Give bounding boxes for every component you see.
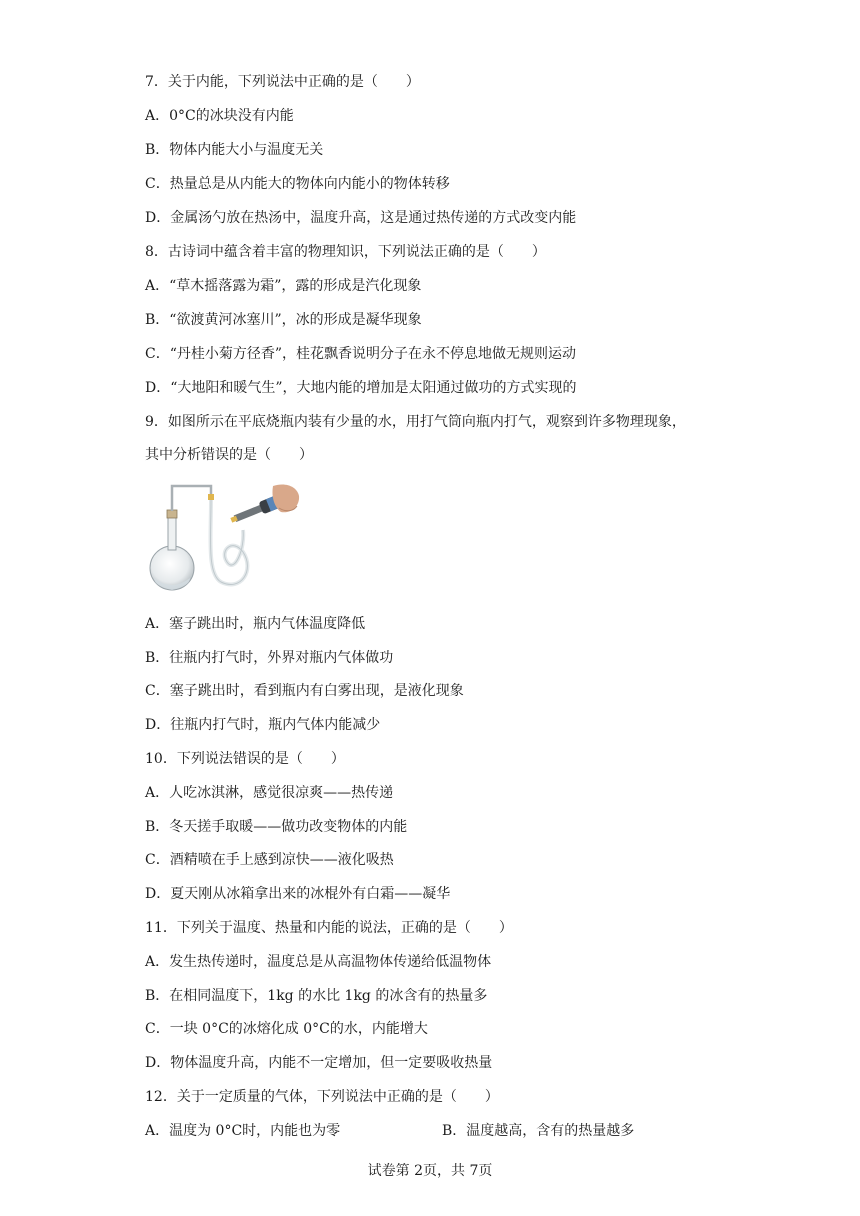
q7-option-d: D．金属汤勺放在热汤中，温度升高，这是通过热传递的方式改变内能 (145, 210, 577, 226)
flask-pump-figure (145, 478, 300, 598)
q8-option-b: B．“欲渡黄河冰塞川”，冰的形成是凝华现象 (145, 312, 422, 328)
q12-option-b: B．温度越高，含有的热量越多 (442, 1123, 635, 1139)
q7-stem: 7．关于内能，下列说法中正确的是（ ） (145, 74, 420, 90)
q11-option-d: D．物体温度升高，内能不一定增加，但一定要吸收热量 (145, 1055, 493, 1071)
q11-option-a: A．发生热传递时，温度总是从高温物体传递给低温物体 (145, 954, 492, 970)
q10-option-d: D．夏天刚从冰箱拿出来的冰棍外有白霜——凝华 (145, 886, 451, 902)
page-footer: 试卷第 2页，共 7页 (367, 1163, 493, 1179)
q10-option-c: C．酒精喷在手上感到凉快——液化吸热 (145, 852, 394, 868)
q9-option-c: C．塞子跳出时，看到瓶内有白雾出现，是液化现象 (145, 683, 464, 699)
q7-option-b: B．物体内能大小与温度无关 (145, 142, 324, 158)
q9-stem-line2: 其中分析错误的是（ ） (145, 447, 313, 463)
q11-stem: 11．下列关于温度、热量和内能的说法，正确的是（ ） (145, 920, 513, 936)
q10-option-b: B．冬天搓手取暖——做功改变物体的内能 (145, 819, 408, 835)
q11-option-b: B．在相同温度下，1kg 的水比 1kg 的冰含有的热量多 (145, 988, 488, 1004)
q9-stem-line1: 9．如图所示在平底烧瓶内装有少量的水，用打气筒向瓶内打气，观察到许多物理现象， (145, 414, 686, 430)
q10-stem: 10．下列说法错误的是（ ） (145, 751, 345, 767)
q8-stem: 8．古诗词中蕴含着丰富的物理知识，下列说法正确的是（ ） (145, 244, 546, 260)
q8-option-c: C．“丹桂小菊方径香”，桂花飘香说明分子在永不停息地做无规则运动 (145, 346, 577, 362)
q10-option-a: A．人吃冰淇淋，感觉很凉爽——热传递 (145, 785, 394, 801)
q9-option-b: B．往瓶内打气时，外界对瓶内气体做功 (145, 650, 394, 666)
q9-option-a: A．塞子跳出时，瓶内气体温度降低 (145, 616, 366, 632)
q8-option-d: D．“大地阳和暖气生”，大地内能的增加是太阳通过做功的方式实现的 (145, 380, 577, 396)
q12-option-a: A．温度为 0°C时，内能也为零 (145, 1123, 341, 1139)
q7-option-c: C．热量总是从内能大的物体向内能小的物体转移 (145, 176, 450, 192)
q9-option-d: D．往瓶内打气时，瓶内气体内能减少 (145, 717, 381, 733)
q7-option-a: A．0°C的冰块没有内能 (145, 108, 294, 124)
q12-stem: 12．关于一定质量的气体，下列说法中正确的是（ ） (145, 1089, 499, 1105)
q8-option-a: A．“草木摇落露为霜”，露的形成是汽化现象 (145, 278, 422, 294)
q11-option-c: C．一块 0°C的冰熔化成 0°C的水，内能增大 (145, 1021, 428, 1037)
